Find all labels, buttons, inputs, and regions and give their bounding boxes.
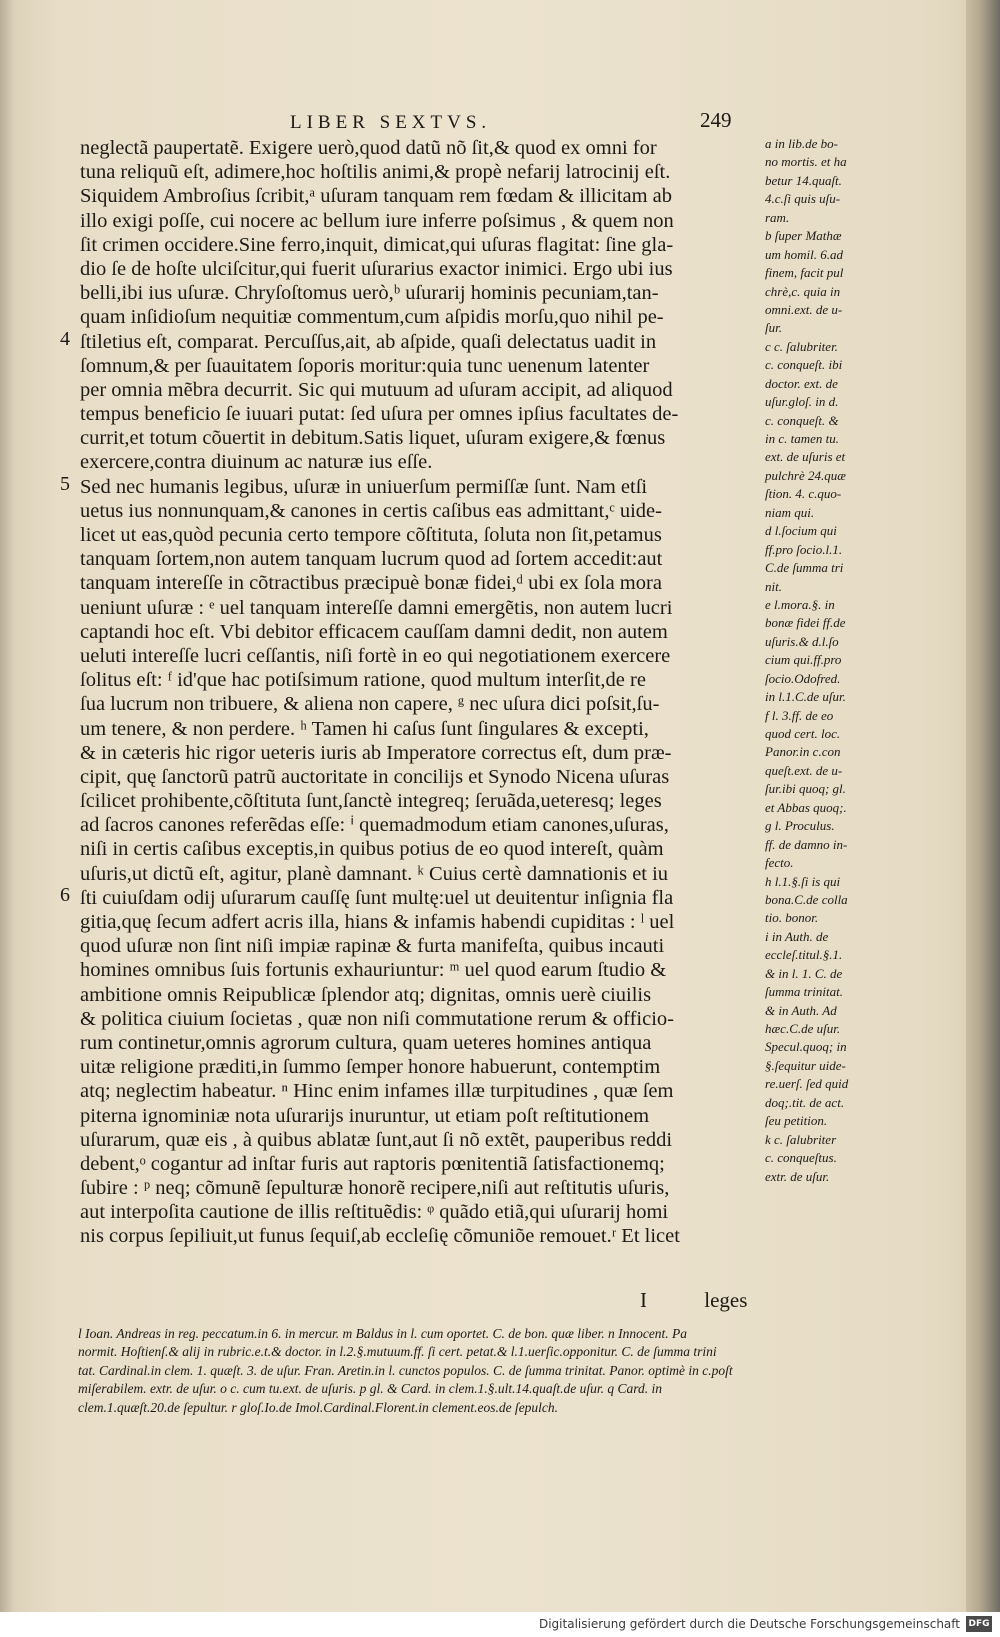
gloss-line: a in lib.de bo-: [765, 136, 838, 151]
gloss-line: eccleſ.titul.§.1.: [765, 947, 843, 963]
gloss-line: tio. bonor.: [765, 910, 819, 926]
gloss-line: nit.: [765, 578, 782, 594]
gloss-line: C.de ſumma tri: [765, 560, 844, 576]
gloss-line: ext. de uſuris et: [765, 449, 846, 465]
signature-mark: I: [640, 1288, 647, 1312]
gloss-line: chrè,c. quia in: [765, 283, 841, 299]
text-line: quam inſidioſum nequitiæ commentum,cum aſpidis morſu,quo nihil pe-: [80, 306, 664, 329]
text-line: ueluti intereſſe lucri ceſſantis, niſi fortè in eo qui negotiationem exercere: [80, 644, 671, 667]
gloss-line: Panor.in c.con: [765, 744, 841, 760]
gloss-line: g l. Proculus.: [765, 818, 835, 834]
text-line: tempus beneficio ſe iuuari putat: ſed uſura per omnes ipſius facultates de-: [80, 403, 679, 426]
text-line: ſti cuiuſdam odij uſurarum cauſſę ſunt multę:uel ut deuitentur inſignia fla: [80, 886, 674, 909]
text-line: quod uſuræ non ſint niſi impiæ rapinæ & furta manifeſta, quibus incauti: [80, 935, 665, 958]
running-title: LIBER SEXTVS.: [290, 112, 492, 133]
text-line: tuna reliquũ eſt, adimere,hoc hoſtilis animi,& propè nefarij latrocinij eſt.: [80, 161, 671, 184]
gloss-line: in c. tamen tu.: [765, 431, 840, 446]
text-line: homines omnibus ſuis fortunis exhauriuntur: ᵐ uel quod earum ſtudio &: [80, 959, 667, 982]
gloss-line: k c. ſalubriter: [765, 1131, 837, 1147]
gloss-line: re.uerſ. ſed quid: [765, 1076, 849, 1092]
text-line: niſi in certis caſibus exceptis,in quibus potius de eo quod intereſt, quàm: [80, 838, 664, 861]
gloss-line: f l. 3.ff. de eo: [765, 707, 834, 723]
text-line: atq; neglectim habeatur. ⁿ Hinc enim infames illæ turpitudines , quæ ſem: [80, 1080, 674, 1103]
gloss-line: ſocio.Odofred.: [765, 670, 841, 686]
text-line: & politica ciuium ſocietas , quæ non niſi commutatione rerum & officio-: [80, 1007, 674, 1030]
credit-bar: [0, 1612, 1000, 1637]
gloss-line: betur 14.quaſt.: [765, 172, 842, 188]
paragraph-number: 6: [60, 884, 70, 906]
gloss-line: um homil. 6.ad: [765, 246, 843, 262]
page-gutter-shadow: [0, 0, 14, 1637]
text-line: ſolitus eſt: ᶠ id'que hac potiſsimum ratione, quod multum interſit,de re: [80, 669, 646, 692]
text-line: Sed nec humanis legibus, uſuræ in uniuerſum permiſſæ ſunt. Nam etſi: [80, 475, 648, 498]
text-line: cipit, quę ſanctorũ patrũ auctoritate in concilijs et Synodo Nicena uſuras: [80, 765, 670, 788]
text-line: ueniunt uſuræ : ᵉ uel tanquam intereſſe damni emergẽtis, non autem lucri: [80, 596, 673, 619]
text-line: Siquidem Ambroſius ſcribit,ᵃ uſuram tanquam rem fœdam & illicitam ab: [80, 185, 673, 208]
gloss-line: ſeu petition.: [765, 1113, 828, 1129]
text-line: tanquam ſortem,non autem tanquam lucrum quod ad ſortem accedit:aut: [80, 548, 663, 571]
gloss-line: queſt.ext. de u-: [765, 762, 843, 778]
gloss-line: e l.mora.§. in: [765, 596, 835, 612]
page-edge: [966, 0, 1000, 1637]
text-line: ſcilicet prohibente,cõſtituta ſunt,ſanctè integreq; ſeruãda,ueteresq; leges: [80, 790, 662, 813]
catchword-line: [640, 1288, 747, 1313]
gloss-line: & in l. 1. C. de: [765, 965, 843, 981]
gloss-line: uſuris.& d.l.ſo: [765, 633, 839, 649]
footnote-line: tat. Cardinal.in clem. 1. quæſt. 3. de uſur. Fran. Aretin.in l. cunctos populos. C. de ſumma trinitat. Panor. optimè in c.poſt: [78, 1362, 733, 1378]
gloss-line: ſur.: [765, 320, 782, 336]
gloss-line: i in Auth. de: [765, 928, 829, 944]
gloss-line: ram.: [765, 209, 790, 225]
text-line: captandi hoc eſt. Vbi debitor efficacem cauſſam damni dedit, non autem: [80, 620, 668, 643]
text-line: uſuris,ut dictũ eſt, agitur, planè damnant. ᵏ Cuius certè damnationis et iu: [80, 862, 669, 885]
text-line: gitia,quę ſecum adfert acris illa, hians & infamis habendi cupiditas : ˡ uel: [80, 911, 675, 933]
text-line: debent,ᵒ cogantur ad inſtar furis aut raptoris pœnitentiã ſatisfactionemq;: [80, 1152, 665, 1175]
gloss-line: bona.C.de colla: [765, 891, 848, 907]
gloss-line: niam qui.: [765, 504, 815, 520]
gloss-line: ſur.ibi quoq; gl.: [765, 781, 846, 797]
gloss-line: ff.pro ſocio.l.1.: [765, 541, 843, 557]
gloss-line: no mortis. et ha: [765, 154, 847, 170]
text-line: ſtiletius eſt, comparat. Percuſſus,ait, ab aſpide, quaſi delectatus uadit in: [80, 330, 657, 353]
gloss-line: pulchrè 24.quæ: [765, 467, 846, 483]
gloss-line: & in Auth. Ad: [765, 1002, 837, 1018]
footnote-line: clem.1.quæſt.20.de ſepultur. r gloſ.Io.de Imol.Cardinal.Florent.in clement.eos.de ſepulch.: [78, 1399, 559, 1415]
gloss-line: h l.1.§.ſi is qui: [765, 873, 841, 889]
text-line: piterna ignominiæ nota uſurarijs inuruntur, ut etiam poſt reſtitutionem: [80, 1104, 650, 1127]
footnote-line: miſerabilem. extr. de uſur. o c. cum tu.ext. de uſuris. p gl. & Card. in clem.1.§.ult.14.quaſt.de uſur. q Card. in: [78, 1381, 662, 1397]
gloss-line: §.ſequitur uide-: [765, 1057, 846, 1073]
text-line: illo exigi poſſe, cui nocere ac bellum iure inferre poſsimus , & quem non: [80, 209, 674, 232]
text-line: uſurarum, quæ eis , à quibus ablatæ ſunt,aut ſi nõ extẽt, pauperibus reddi: [80, 1128, 673, 1151]
text-line: ambitione omnis Reipublicæ ſplendor atq; dignitas, omnis uerè ciuilis: [80, 983, 652, 1006]
footnote-line: l Ioan. Andreas in reg. peccatum.in 6. in mercur. m Baldus in l. cum oportet. C. de bon. quæ liber. n Innocent. Pa: [78, 1326, 688, 1341]
text-line: exercere,contra diuinum ac naturæ ius eſſe.: [80, 451, 433, 474]
gloss-line: b ſuper Mathæ: [765, 228, 842, 244]
gloss-line: bonæ fidei ff.de: [765, 615, 846, 631]
gloss-line: et Abbas quoq;.: [765, 799, 847, 815]
main-text-column: [80, 136, 760, 1249]
footnotes: [78, 1325, 858, 1417]
catchword: leges: [704, 1288, 748, 1312]
gloss-line: c. conqueſt. &: [765, 412, 839, 428]
funding-credit: Digitalisierung gefördert durch die Deutsche Forschungsgemeinschaft: [538, 1617, 960, 1631]
gloss-line: omni.ext. de u-: [765, 301, 843, 317]
text-line: um tenere, & non perdere. ʰ Tamen hi caſus ſunt ſingulares & excepti,: [80, 717, 649, 740]
text-line: nis corpus ſepiliuit,ut funus ſequiſ,ab eccleſię cõmuniõe remouet.ʳ Et licet: [80, 1225, 680, 1248]
text-line: dio ſe de hoſte ulciſcitur,qui fuerit uſurarius exactor inimici. Ergo ubi ius: [80, 257, 673, 280]
gloss-line: finem, facit pul: [765, 265, 844, 281]
text-line: ad ſacros canones referẽdas eſſe: ⁱ quemadmodum etiam canones,uſuras,: [80, 814, 669, 837]
text-line: tanquam intereſſe in cõtractibus præcipuè bonæ fidei,ᵈ ubi ex ſola mora: [80, 572, 662, 595]
gloss-line: in l.1.C.de uſur.: [765, 689, 846, 705]
text-line: licet ut eas,quòd pecunia certo tempore cõſtituta, ſoluta non ſit,petamus: [80, 524, 662, 546]
gloss-line: hæc.C.de uſur.: [765, 1021, 841, 1036]
gloss-line: uſur.gloſ. in d.: [765, 394, 839, 410]
footnote-line: normit. Hoſtienſ.& alij in rubric.e.t.& doctor. in l.2.§.mutuum.ff. ſi cert. petat.& l.1.uerſic.opponitur. C. de ſumma trini: [78, 1344, 717, 1360]
text-line: ſua lucrum non tribuere, & aliena non capere, ᵍ nec uſura dici poſsit,ſu-: [80, 693, 660, 716]
text-line: aut interpoſita cautione de illis reſtituẽdis: ᵠ quãdo etiã,qui uſurarij homi: [80, 1201, 669, 1224]
text-line: ſomnum,& per ſuauitatem ſoporis moritur:quia tunc uenenum latenter: [80, 354, 650, 377]
paragraph-number: 4: [60, 328, 70, 350]
text-line: & in cæteris hic rigor ueteris iuris ab Imperatore correctus eſt, dum præ-: [80, 741, 672, 764]
text-line: ſubire : ᵖ neq; cõmunẽ ſepulturæ honorẽ recipere,niſi aut reſtitutis uſuris,: [80, 1177, 670, 1200]
gloss-line: fecto.: [765, 855, 794, 871]
gloss-line: extr. de uſur.: [765, 1168, 830, 1184]
text-line: belli,ibi ius uſuræ. Chryſoſtomus uerò,ᵇ uſurarij hominis pecuniam,tan-: [80, 282, 659, 305]
dfg-logo-icon: DFG: [966, 1616, 992, 1632]
gloss-line: ff. de damno in-: [765, 836, 848, 852]
gloss-line: 4.c.ſi quis uſu-: [765, 191, 841, 207]
marginal-gloss: [765, 135, 855, 1186]
text-line: uetus ius nonnunquam,& canones in certis caſibus eas admittant,ᶜ uide-: [80, 499, 662, 522]
gloss-line: ſumma trinitat.: [765, 984, 844, 1000]
folio-number: 249: [700, 108, 732, 132]
text-line: currit,et totum cõuertit in debitum.Satis liquet, uſuram exigere,& fœnus: [80, 427, 666, 450]
gloss-line: c. conqueſtus.: [765, 1150, 837, 1166]
text-line: uitæ religione præditi,in ſummo ſemper honore habuerunt, contemptim: [80, 1056, 661, 1079]
gloss-line: c c. ſalubriter.: [765, 338, 838, 354]
text-line: rum continetur,omnis agrorum cultura, quam ueteres homines antiqua: [80, 1031, 652, 1054]
text-line: neglectã paupertatẽ. Exigere uerò,quod datũ nõ ſit,& quod ex omni for: [80, 137, 657, 159]
gloss-line: cium qui.ff.pro: [765, 652, 842, 668]
text-line: per omnia mẽbra decurrit. Sic qui mutuum ad uſuram accipit, ad aliquod: [80, 378, 673, 401]
gloss-line: c. conqueſt. ibi: [765, 357, 843, 373]
gloss-line: doq;.tit. de act.: [765, 1094, 845, 1110]
gloss-line: ſtion. 4. c.quo-: [765, 486, 842, 502]
paragraph-number: 5: [60, 473, 70, 495]
text-line: ſit crimen occidere.Sine ferro,inquit, dimicat,qui uſuras flagitat: ſine gla-: [80, 233, 674, 256]
gloss-line: d l.ſocium qui: [765, 523, 837, 539]
gloss-line: Specul.quoq; in: [765, 1039, 847, 1055]
gloss-line: doctor. ext. de: [765, 375, 838, 391]
gloss-line: quod cert. loc.: [765, 726, 841, 741]
